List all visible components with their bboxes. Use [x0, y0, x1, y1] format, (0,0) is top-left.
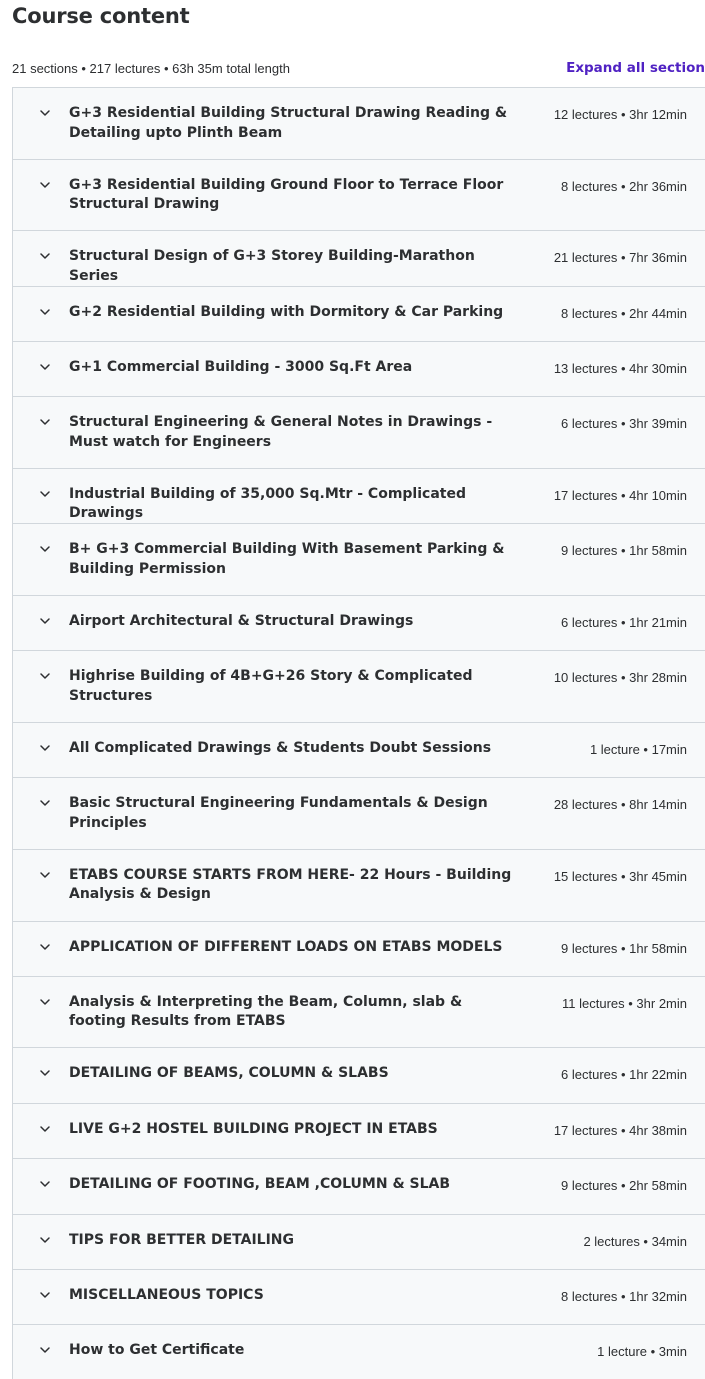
section-meta: 11 lectures • 3hr 2min — [562, 995, 687, 1011]
section-meta: 2 lectures • 34min — [583, 1233, 687, 1249]
chevron-down-icon — [39, 1123, 51, 1135]
chevron-down-icon — [39, 670, 51, 682]
section-title: Analysis & Interpreting the Beam, Column, slab & footing Results from ETABS — [69, 993, 463, 1030]
section-meta: 13 lectures • 4hr 30min — [553, 360, 687, 376]
chevron-down-icon — [39, 416, 51, 428]
section-meta: 8 lectures • 1hr 32min — [561, 1289, 687, 1305]
section-meta: 8 lectures • 2hr 44min — [561, 305, 687, 321]
section-meta: 21 lectures • 7hr 36min — [553, 250, 687, 266]
section-row-7[interactable] — [13, 469, 705, 524]
section-meta: 17 lectures • 4hr 38min — [553, 1122, 687, 1138]
section-title: Structural Design of G+3 Storey Building-Marathon Series — [69, 248, 475, 284]
section-row-18[interactable] — [13, 1159, 705, 1214]
section-title: B+ G+3 Commercial Building With Basement Parking & Building Permission — [69, 541, 505, 577]
chevron-down-icon — [39, 1344, 51, 1356]
chevron-down-icon — [39, 250, 51, 262]
section-row-16[interactable] — [13, 1048, 705, 1103]
section-title: How to Get Certificate — [69, 1342, 245, 1359]
chevron-down-icon — [39, 996, 51, 1008]
section-row-4[interactable] — [13, 287, 705, 342]
section-title: G+3 Residential Building Structural Drawing Reading & Detailing upto Plinth Beam — [69, 105, 508, 141]
chevron-down-icon — [39, 1067, 51, 1079]
chevron-down-icon — [39, 615, 51, 627]
section-row-21[interactable] — [13, 1325, 705, 1379]
section-meta: 9 lectures • 1hr 58min — [561, 543, 687, 559]
section-row-5[interactable] — [13, 342, 705, 397]
section-row-14[interactable] — [13, 922, 705, 977]
section-row-12[interactable] — [13, 778, 705, 850]
chevron-down-icon — [39, 742, 51, 754]
section-row-9[interactable] — [13, 596, 705, 651]
section-row-17[interactable] — [13, 1104, 705, 1159]
section-meta: 6 lectures • 1hr 21min — [561, 614, 687, 630]
section-meta: 9 lectures • 2hr 58min — [561, 1178, 687, 1194]
chevron-down-icon — [39, 488, 51, 500]
section-title: All Complicated Drawings & Students Doubt Sessions — [69, 739, 492, 756]
section-meta: 15 lectures • 3hr 45min — [553, 868, 687, 884]
chevron-down-icon — [39, 1178, 51, 1190]
section-title: Basic Structural Engineering Fundamentals & Design Principles — [69, 795, 488, 831]
section-row-1[interactable] — [13, 88, 705, 160]
section-title: LIVE G+2 HOSTEL BUILDING PROJECT IN ETABS — [69, 1120, 438, 1137]
course-summary-row — [12, 58, 705, 78]
page-title: Course content — [12, 4, 190, 28]
section-title: Highrise Building of 4B+G+26 Story & Complicated Structures — [69, 668, 473, 704]
section-row-13[interactable] — [13, 850, 705, 922]
section-row-15[interactable] — [13, 977, 705, 1049]
section-title: APPLICATION OF DIFFERENT LOADS ON ETABS MODELS — [69, 938, 503, 955]
section-meta: 1 lecture • 17min — [589, 741, 687, 757]
section-meta: 10 lectures • 3hr 28min — [553, 670, 687, 686]
section-row-19[interactable] — [13, 1215, 705, 1270]
section-meta: 17 lectures • 4hr 10min — [553, 487, 687, 503]
section-meta: 9 lectures • 1hr 58min — [561, 940, 687, 956]
section-meta: 12 lectures • 3hr 12min — [553, 107, 687, 122]
section-title: Airport Architectural & Structural Drawings — [69, 612, 414, 629]
course-summary: 21 sections • 217 lectures • 63h 35m total length — [12, 60, 290, 76]
section-row-20[interactable] — [13, 1270, 705, 1325]
section-title: Industrial Building of 35,000 Sq.Mtr - Complicated Drawings — [69, 485, 466, 522]
section-title: G+1 Commercial Building - 3000 Sq.Ft Area — [69, 358, 413, 375]
section-row-10[interactable] — [13, 651, 705, 723]
section-row-2[interactable] — [13, 160, 705, 232]
section-title: Structural Engineering & General Notes in Drawings - Must watch for Engineers — [69, 414, 493, 450]
chevron-down-icon — [39, 1234, 51, 1246]
chevron-down-icon — [39, 306, 51, 318]
section-title: G+3 Residential Building Ground Floor to Terrace Floor Structural Drawing — [69, 176, 504, 213]
section-meta: 28 lectures • 8hr 14min — [553, 797, 687, 813]
section-meta: 6 lectures • 3hr 39min — [561, 416, 687, 432]
section-meta: 8 lectures • 2hr 36min — [561, 178, 687, 194]
section-meta: 6 lectures • 1hr 22min — [561, 1067, 687, 1083]
section-title: ETABS COURSE STARTS FROM HERE- 22 Hours - Building Analysis & Design — [69, 866, 512, 903]
section-row-8[interactable] — [13, 524, 705, 596]
sections-list — [12, 87, 705, 1379]
chevron-down-icon — [39, 941, 51, 953]
section-row-6[interactable] — [13, 397, 705, 469]
section-title: DETAILING OF BEAMS, COLUMN & SLABS — [69, 1065, 389, 1082]
chevron-down-icon — [39, 179, 51, 191]
chevron-down-icon — [39, 543, 51, 555]
chevron-down-icon — [39, 1289, 51, 1301]
section-meta: 1 lecture • 3min — [597, 1344, 687, 1360]
section-row-11[interactable] — [13, 723, 705, 778]
section-title: MISCELLANEOUS TOPICS — [69, 1287, 264, 1304]
chevron-down-icon — [39, 107, 51, 119]
section-title: TIPS FOR BETTER DETAILING — [69, 1231, 294, 1248]
expand-all-sections-button[interactable]: Expand all section — [566, 60, 705, 76]
section-title: DETAILING OF FOOTING, BEAM ,COLUMN & SLAB — [69, 1176, 451, 1193]
section-title: G+2 Residential Building with Dormitory & Car Parking — [69, 303, 504, 320]
chevron-down-icon — [39, 869, 51, 881]
section-row-3[interactable] — [13, 231, 705, 286]
chevron-down-icon — [39, 797, 51, 809]
chevron-down-icon — [39, 361, 51, 373]
